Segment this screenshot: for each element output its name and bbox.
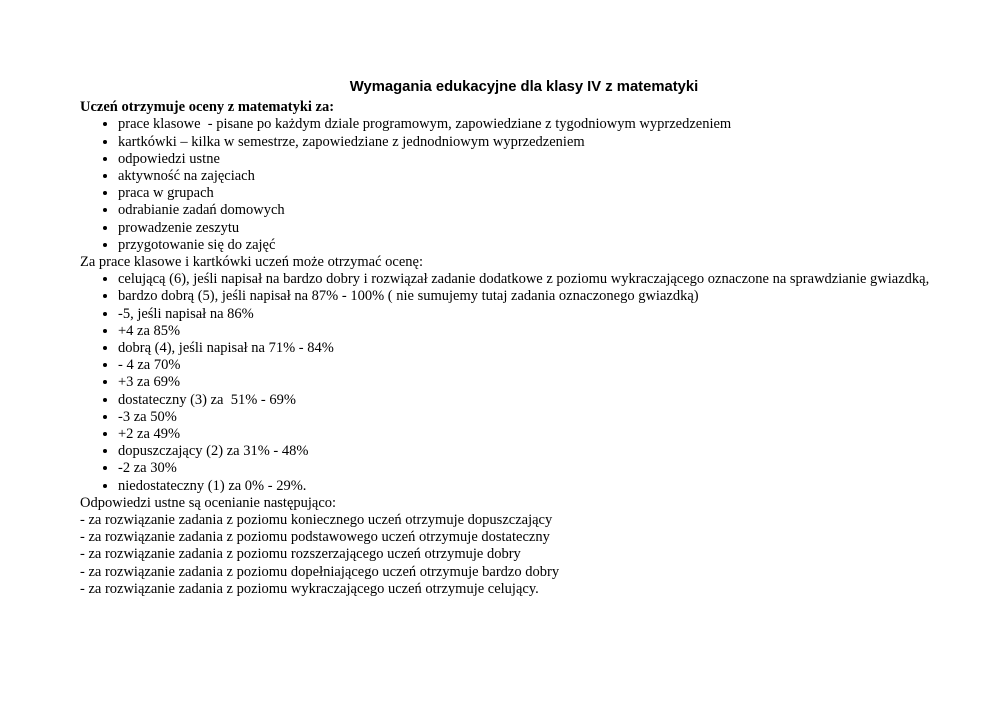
oral-rule: - za rozwiązanie zadania z poziomu koniecznego uczeń otrzymuje dopuszczający — [80, 512, 553, 529]
oral-rule: - za rozwiązanie zadania z poziomu podstawowego uczeń otrzymuje dostateczny — [80, 529, 550, 546]
list-item: • +2 za 49% — [118, 426, 968, 443]
list-item: • -5, jeśli napisał na 86% — [118, 306, 968, 323]
list-item: • odrabianie zadań domowych — [118, 202, 968, 219]
document-title: Wymagania edukacyjne dla klasy IV z matematyki — [349, 79, 699, 95]
assessment-forms-list — [80, 116, 968, 254]
list-item: • dostateczny (3) za 51% - 69% — [118, 392, 968, 409]
list-item: • prowadzenie zeszytu — [118, 220, 968, 237]
list-item: • -2 za 30% — [118, 460, 968, 477]
list-item: • aktywność na zajęciach — [118, 168, 968, 185]
list-item: • prace klasowe - pisane po każdym dziale programowym, zapowiedziane z tygodniowym wyprzedzeniem — [118, 116, 968, 133]
list-item: • przygotowanie się do zajęć — [118, 237, 968, 254]
list-item: • niedostateczny (1) za 0% - 29%. — [118, 478, 968, 495]
oral-heading: Odpowiedzi ustne są ocenianie następująco: — [80, 494, 337, 511]
oral-rule: - za rozwiązanie zadania z poziomu rozszerzającego uczeń otrzymuje dobry — [80, 546, 521, 563]
list-item: • kartkówki – kilka w semestrze, zapowiedziane z jednodniowym wyprzedzeniem — [118, 134, 968, 151]
list-item: • praca w grupach — [118, 185, 968, 202]
list-item: • +3 za 69% — [118, 374, 968, 391]
oral-rule: - za rozwiązanie zadania z poziomu wykraczającego uczeń otrzymuje celujący. — [80, 580, 539, 597]
list-item: • bardzo dobrą (5), jeśli napisał na 87% - 100% ( nie sumujemy tutaj zadania oznaczonego gwiazdką) — [118, 288, 968, 305]
oral-rule: - za rozwiązanie zadania z poziomu dopełniającego uczeń otrzymuje bardzo dobry — [80, 563, 560, 580]
list-item: • dopuszczający (2) za 31% - 48% — [118, 443, 968, 460]
list-item: • dobrą (4), jeśli napisał na 71% - 84% — [118, 340, 968, 357]
list-item: • celującą (6), jeśli napisał na bardzo dobry i rozwiązał zadanie dodatkowe z poziomu wykraczającego oznaczone na sprawdzianie gwiazdką, — [118, 271, 968, 288]
grades-heading: Za prace klasowe i kartkówki uczeń może otrzymać ocenę: — [80, 254, 424, 271]
grade-criteria-list — [80, 271, 968, 495]
list-item: • odpowiedzi ustne — [118, 151, 968, 168]
list-item: • - 4 za 70% — [118, 357, 968, 374]
intro-heading: Uczeń otrzymuje oceny z matematyki za: — [80, 99, 335, 116]
list-item: • -3 za 50% — [118, 409, 968, 426]
list-item: • +4 za 85% — [118, 323, 968, 340]
